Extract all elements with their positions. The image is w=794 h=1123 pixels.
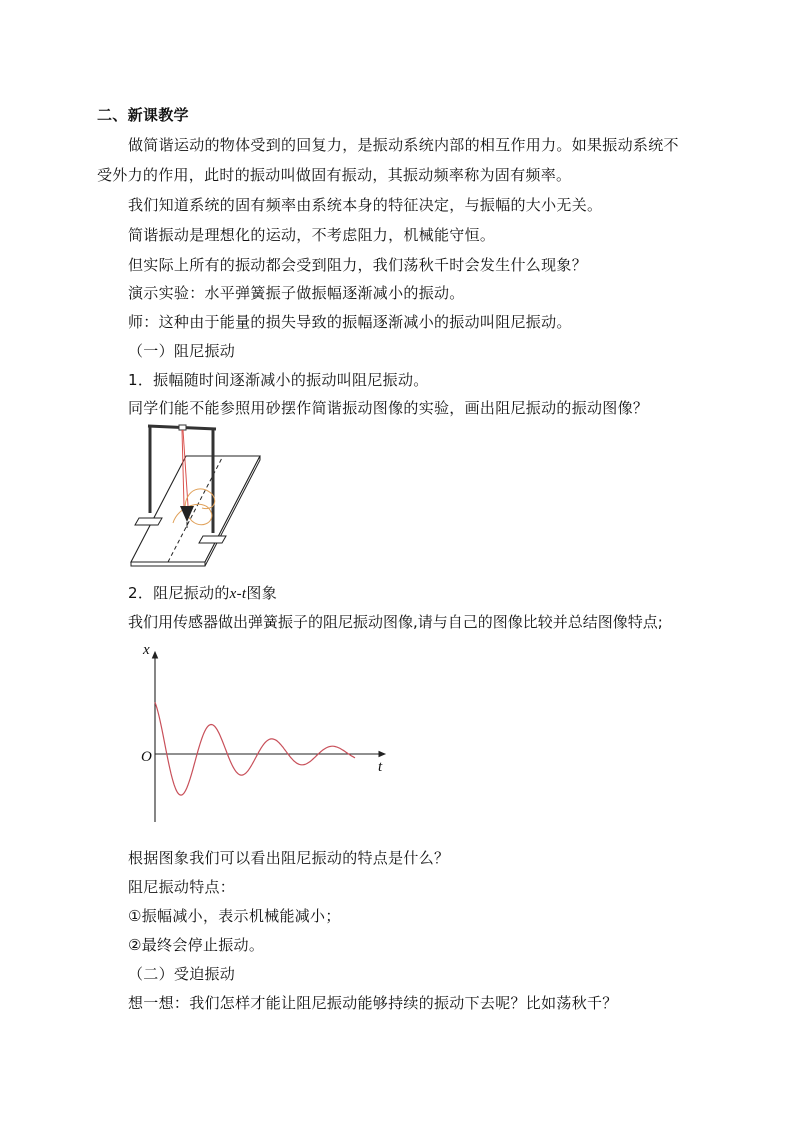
subsection-heading: （一）阻尼振动 <box>128 342 236 360</box>
paragraph-line: 根据图象我们可以看出阻尼振动的特点是什么？ <box>128 849 450 867</box>
paragraph-line: 1．振幅随时间逐渐减小的振动叫阻尼振动。 <box>128 371 429 389</box>
subsection-heading: （二）受迫振动 <box>128 965 236 983</box>
x-axis-label: t <box>378 759 383 775</box>
paragraph-line: 演示实验：水平弹簧振子做振幅逐渐减小的振动。 <box>128 284 465 302</box>
origin-label: O <box>141 749 152 765</box>
paragraph-line: 但实际上所有的振动都会受到阻力，我们荡秋千时会发生什么现象？ <box>128 256 588 274</box>
paragraph-line: 师：这种由于能量的损失导致的振幅逐渐减小的振动叫阻尼振动。 <box>128 313 572 331</box>
damped-oscillation-graph <box>135 640 395 825</box>
y-axis-label: x <box>143 642 150 658</box>
paragraph-line: 同学们能不能参照用砂摆作简谐振动图像的实验，画出阻尼振动的振动图像？ <box>128 399 649 417</box>
paragraph-line: 想一想：我们怎样才能让阻尼振动能够持续的振动下去呢？比如荡秋千？ <box>128 994 618 1012</box>
paragraph-line: 我们知道系统的固有频率由系统本身的特征决定，与振幅的大小无关。 <box>128 196 603 214</box>
sand-pendulum-figure <box>128 418 263 568</box>
paragraph-line: 受外力的作用，此时的振动叫做固有振动，其振动频率称为固有频率。 <box>97 166 572 184</box>
paragraph-line: 简谐振动是理想化的运动，不考虑阻力，机械能守恒。 <box>128 226 496 244</box>
item2-variable: x-t <box>229 586 247 602</box>
list-item: ①振幅减小，表示机械能减小； <box>128 907 341 925</box>
list-item: ②最终会停止振动。 <box>128 936 265 954</box>
item2-suffix: 图象 <box>246 584 277 602</box>
paragraph-line: 做简谐运动的物体受到的回复力，是振动系统内部的相互作用力。如果振动系统不 <box>128 136 679 154</box>
paragraph-line: 阻尼振动特点： <box>128 878 236 896</box>
item2-heading <box>128 583 728 604</box>
item2-prefix: 2．阻尼振动的 <box>128 584 230 602</box>
section-title: 二、新课教学 <box>97 106 189 124</box>
paragraph-line: 我们用传感器做出弹簧振子的阻尼振动图像,请与自己的图像比较并总结图像特点; <box>128 613 663 631</box>
damped-curve <box>155 702 355 795</box>
